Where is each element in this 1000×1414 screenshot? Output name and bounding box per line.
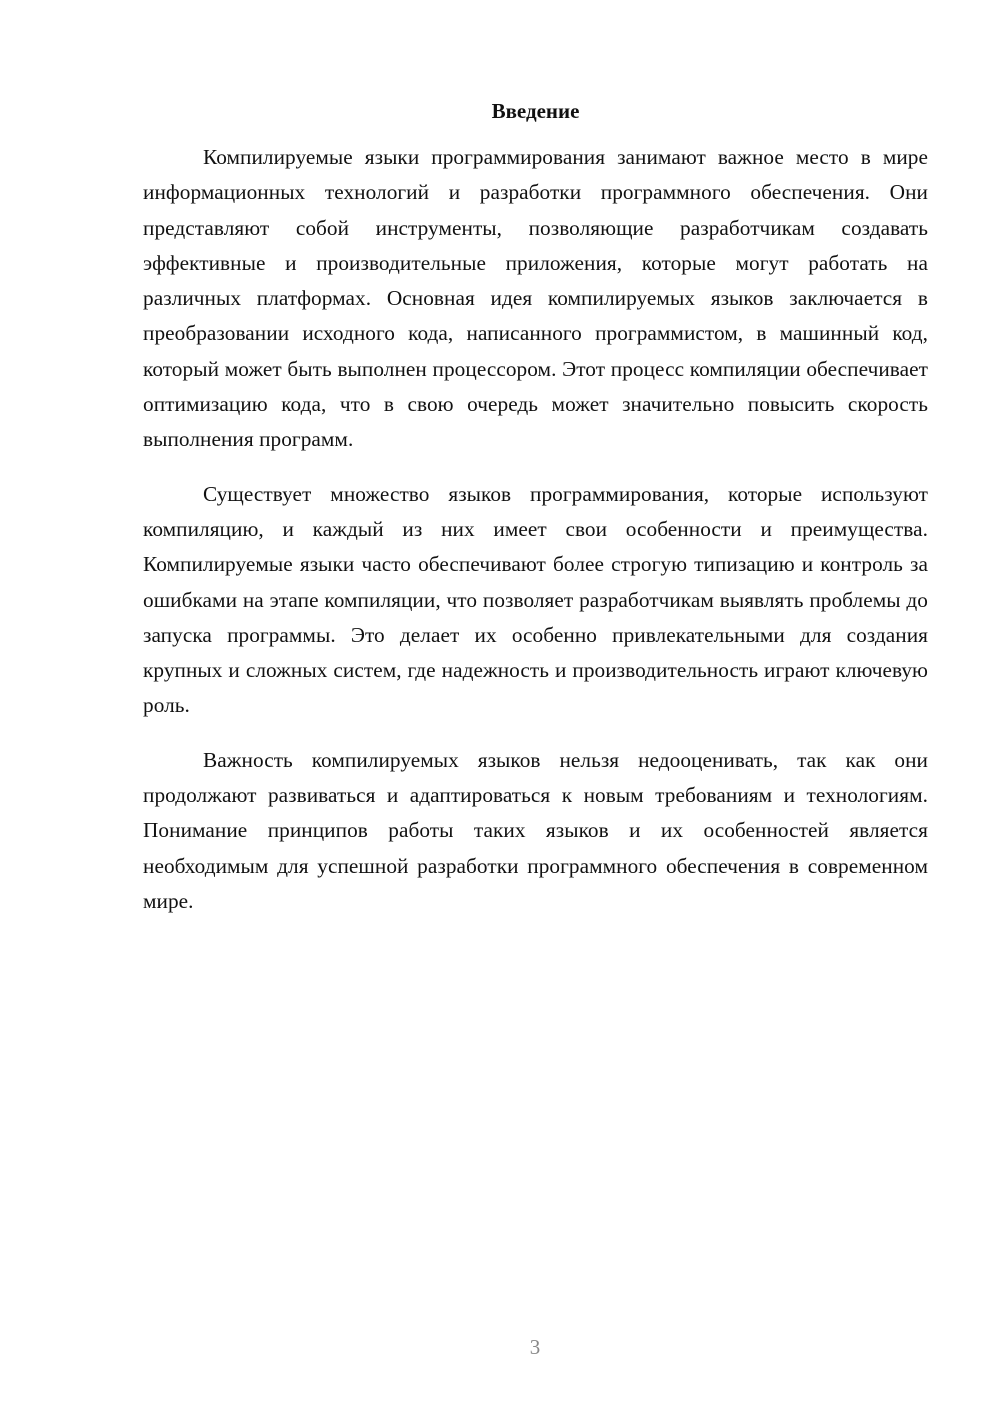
page-content: [143, 94, 928, 919]
section-title: Введение: [491, 99, 580, 123]
page-number: 3: [529, 1335, 541, 1359]
paragraph-compiled-languages: Существует множество языков программирования, которые используют компиляцию, и каждый из них имеет свои особенности и преимущества. Компилируемые языки часто обеспечивают более строгую типизацию и контроль за ошибками на этапе компиляции, что позволяет разработчикам выявлять проблемы до запуска программы. Это делает их особенно привлекательными для создания крупных и сложных систем, где надежность и производительность играют ключевую роль.: [143, 481, 928, 718]
paragraph-importance: Важность компилируемых языков нельзя недооценивать, так как они продолжают развиваться и адаптироваться к новым требованиям и технологиям. Понимание принципов работы таких языков и их особенностей является необходимым для успешной разработки программного обеспечения в современном мире.: [143, 747, 928, 913]
paragraph-intro: Компилируемые языки программирования занимают важное место в мире информационных технологий и разработки программного обеспечения. Они представляют собой инструменты, позволяющие разработчикам создавать эффективные и производительные приложения, которые могут работать на различных платформах. Основная идея компилируемых языков заключается в преобразовании исходного кода, написанного программистом, в машинный код, который может быть выполнен процессором. Этот процесс компиляции обеспечивает оптимизацию кода, что в свою очередь может значительно повысить скорость выполнения программ.: [143, 145, 928, 452]
